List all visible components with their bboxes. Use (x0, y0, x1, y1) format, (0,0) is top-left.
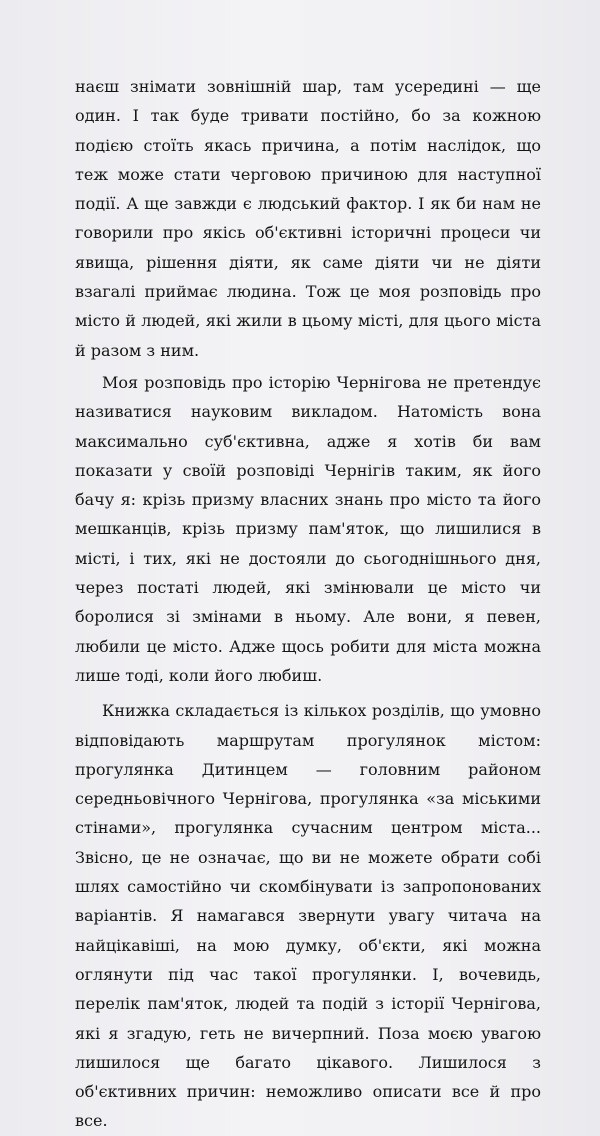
paragraph-about-book-structure: Книжка складається із кількох розділів, що умовно відповідають маршрутам прогулянок містом: прогулянка Дитинцем — головним районом середньовічного Чернігова, прогулянка «за міськими стінами», прогулянка сучасним центром міста... Звісно, це не означає, що ви не можете обрати собі шлях самостійно чи скомбінувати із запропонованих варіантів. Я намагався звернути увагу читача на найцікавіші, на мою думку, об'єкти, які можна оглянути під час такої прогулянки. І, вочевидь, перелік пам'яток, людей та подій з історії Чернігова, які я згадую, геть не вичерпний. Поза моєю увагою лишилося ще багато цікавого. Лишилося з об'єктивних причин: неможливо описати все й про все. (75, 701, 541, 1131)
body-text (75, 72, 541, 1136)
paragraph-continued: наєш знімати зовнішній шар, там усередині — ще один. І так буде тривати постійно, бо за кожною подією стоїть якась причина, а потім наслідок, що теж може стати черговою причиною для наступної події. А ще завжди є людський фактор. І як би нам не говорили про якісь об'єктивні історичні процеси чи явища, рішення діяти, як саме діяти чи не діяти взагалі приймає людина. Тож це моя розповідь про місто й людей, які жили в цьому місті, для цього міста й разом з ним. (75, 77, 541, 360)
paragraph-about-story: Моя розповідь про історію Чернігова не претендує називатися науковим викладом. Натомість вона максимально суб'єктивна, адже я хотів би вам показати у своїй розповіді Чернігів таким, як його бачу я: крізь призму власних знань про місто та його мешканців, крізь призму пам'яток, що лишилися в місті, і тих, які не достояли до сьогоднішнього дня, через постаті людей, які змінювали це місто чи боролися зі змінами в ньому. Але вони, я певен, любили це місто. Адже щось робити для міста можна лише тоді, коли його любиш. (75, 372, 541, 685)
